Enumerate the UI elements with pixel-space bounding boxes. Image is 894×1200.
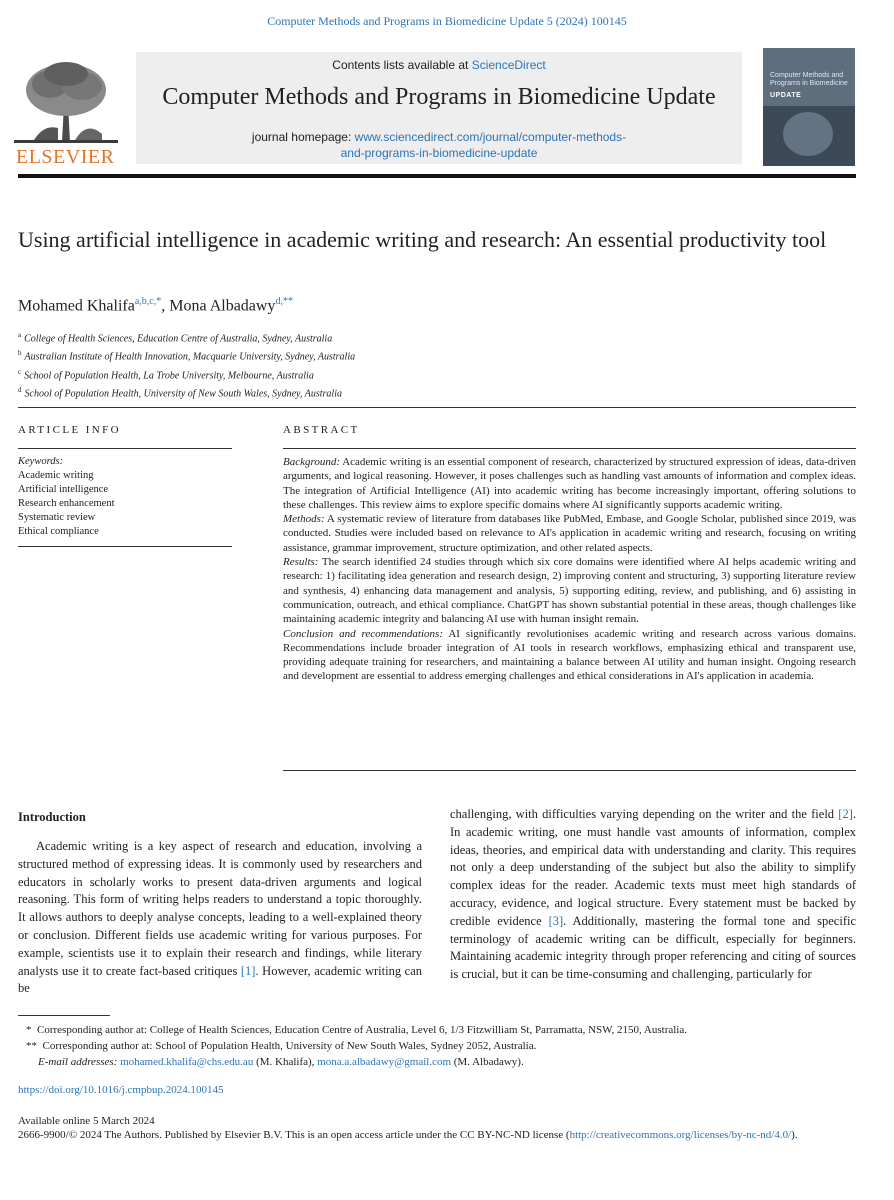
email-link-albadawy[interactable]: mona.a.albadawy@gmail.com (317, 1056, 452, 1068)
keyword-item: Academic writing (18, 470, 94, 481)
footnote-rule (18, 1015, 110, 1016)
author-khalifa-marks[interactable]: a,b,c,* (134, 296, 162, 307)
article-title: Using artificial intelligence in academic writing and research: An essential productivity tool (18, 227, 827, 252)
journal-banner (136, 52, 742, 164)
author-albadawy-marks[interactable]: d,** (275, 296, 293, 307)
email-addresses: E-mail addresses: mohamed.khalifa@chs.edu.au (M. Khalifa), mona.a.albadawy@gmail.com (M. Albadawy). (38, 1056, 524, 1068)
abstract-top-rule (283, 448, 856, 449)
keywords-rule (18, 546, 232, 547)
license-link[interactable]: http://creativecommons.org/licenses/by-nc-nd/4.0/ (569, 1129, 792, 1141)
footnotes (18, 1022, 858, 1070)
homepage-prefix: journal homepage: (251, 130, 355, 144)
publication-info (18, 1114, 858, 1142)
reference-link-2[interactable]: [2] (838, 807, 853, 821)
keyword-item: Research enhancement (18, 498, 115, 509)
keywords-block (18, 455, 115, 539)
affiliation-b: $^b$ Australian Institute of Health Innovation, Macquarie University, Sydney, Australia (18, 349, 356, 363)
footnote-corresponding-1: * Corresponding author at: College of Health Sciences, Education Centre of Australia, Level 6, 1/3 Fitzwilliam St, Parramatta, NSW, 2150, Australia. (26, 1024, 687, 1036)
homepage-link-line-2[interactable]: and-programs-in-biomedicine-update (340, 146, 538, 160)
intro-left-column (18, 838, 422, 998)
article-info-rule (18, 448, 232, 449)
affiliations (18, 328, 355, 401)
journal-name: Computer Methods and Programs in Biomedicine Update (162, 84, 716, 110)
keyword-item: Artificial intelligence (18, 484, 109, 495)
sciencedirect-link[interactable]: ScienceDirect (471, 58, 546, 72)
affiliation-a: $^a$ College of Health Sciences, Education Centre of Australia, Sydney, Australia (18, 331, 333, 345)
author-list (18, 296, 293, 315)
introduction-heading: Introduction (18, 810, 86, 824)
author-khalifa: Mohamed Khalifa (18, 297, 135, 315)
intro-right-column (450, 806, 856, 984)
cover-title: Computer Methods and Programs in Biomedicine (770, 72, 848, 87)
intro-paragraph-continued: challenging, with difficulties varying depending on the writer and the field [2]. In academic writing, one must handle vast amounts of information, complex ideas, theories, and empirical data with understanding and clarity. This requires not only a deep understanding of the subject but also the ability to simplify complex ideas for the reader. Academic texts must meet high standards of accuracy, evidence, and logical structure. Every statement must be backed by credible evidence [3]. Additionally, mastering the formal tone and specific terminology of academic writing can be difficult, especially for beginners. Maintaining academic integrity through proper referencing and citing of sources is crucial, but it can be time-consuming and challenging, particularly for (450, 807, 856, 982)
article-info-heading: ARTICLE INFO (18, 424, 121, 436)
reference-link-1[interactable]: [1] (240, 963, 256, 978)
header-rule (18, 174, 856, 178)
journal-citation[interactable]: Computer Methods and Programs in Biomedicine Update 5 (2024) 100145 (267, 14, 627, 28)
journal-cover-image (763, 48, 855, 166)
affiliation-c: $^c$ School of Population Health, La Trobe University, Melbourne, Australia (18, 367, 314, 381)
contents-line (136, 58, 742, 72)
abstract-background: Background: Academic writing is an essential component of research, characterized by structured expression of ideas, data-driven arguments, and logical reasoning. However, it poses challenges such as handling vast amounts of information and complex ideas. The integration of Artificial Intelligence (AI) into academic writing has become increasingly important, offering solutions to these challenges. This review aims to explore specific domains where AI significantly supports academic writing. (283, 456, 856, 511)
email-link-khalifa[interactable]: mohamed.khalifa@chs.edu.au (120, 1056, 254, 1068)
email-label: E-mail addresses: (38, 1056, 118, 1068)
author-albadawy: Mona Albadawy (169, 297, 276, 315)
keyword-item: Ethical compliance (18, 526, 99, 537)
homepage-link-line-1[interactable]: www.sciencedirect.com/journal/computer-methods- (354, 130, 627, 144)
cover-update-label: UPDATE (770, 92, 802, 99)
abstract-conclusion: Conclusion and recommendations: AI significantly revolutionises academic writing and research across various domains. Recommendations include broader integration of AI tools in research workflows, emphasizing ethical and transparent use, providing adequate training for researchers, and maintaining a balance between AI utility and human insight. Ongoing research and development are essential to address emerging challenges and ethical considerations in AI's application in academia. (283, 627, 857, 683)
abstract-results: Results: The search identified 24 studies through which six core domains were identified where AI helps academic writing and research: 1) facilitating idea generation and research design, 2) improving content and structuring, 3) supporting literature review and synthesis, 4) enhancing data management and analysis, 5) supporting editing, review, and publishing, and 6) assisting in communication, outreach, and ethical compliance. ChatGPT has shown substantial potential in these areas, though challenges like maintaining academic integrity and balancing AI use with human insight remain. (283, 556, 856, 626)
journal-homepage (136, 129, 742, 161)
reference-link-3[interactable]: [3] (548, 913, 564, 928)
author-separator: , (161, 297, 170, 315)
intro-paragraph: Academic writing is a key aspect of research and education, involving a structured method of expressing ideas. It is commonly used by researchers and educators in scholarly works to present data-driven arguments and logical reasoning. This form of writing helps readers to understand a topic thoroughly. It allows authors to deeply analyse concepts, leading to a well-explained theory or conclusion. Different fields use academic writing for various purposes. For example, scientists use it to explain their research and findings, while literary analysts use it to create fact-based critiques [1]. However, academic writing can be (18, 839, 422, 996)
abstract-methods: Methods: A systematic review of literature from databases like PubMed, Embase, and Google Scholar, published since 2019, was conducted. Studies were included based on relevance to AI's application in academic writing and research, focusing on writing assistance, grammar improvement, structure optimization, and other related aspects. (283, 513, 856, 554)
footnote-corresponding-2: ** Corresponding author at: School of Population Health, University of New South Wales, Sydney 2052, Australia. (26, 1040, 537, 1052)
abstract-bottom-rule (283, 770, 856, 771)
abstract-heading: ABSTRACT (283, 424, 360, 436)
available-online: Available online 5 March 2024 (18, 1115, 155, 1127)
journal-header (14, 42, 856, 172)
affiliation-d: $^d$ School of Population Health, University of New South Wales, Sydney, Australia (18, 385, 342, 400)
keywords-label: Keywords: (18, 456, 64, 467)
doi-link[interactable]: https://doi.org/10.1016/j.cmpbup.2024.100145 (18, 1084, 224, 1096)
contents-prefix: Contents lists available at (332, 58, 472, 72)
section-divider (18, 407, 856, 408)
cover-graphic (783, 112, 833, 156)
abstract-body (283, 455, 856, 684)
elsevier-wordmark: ELSEVIER (16, 146, 115, 168)
keyword-item: Systematic review (18, 512, 96, 523)
license-statement: 2666-9900/© 2024 The Authors. Published by Elsevier B.V. This is an open access article under the CC BY-NC-ND license (http://creativecommons.org/licenses/by-nc-nd/4.0/). (18, 1129, 798, 1141)
